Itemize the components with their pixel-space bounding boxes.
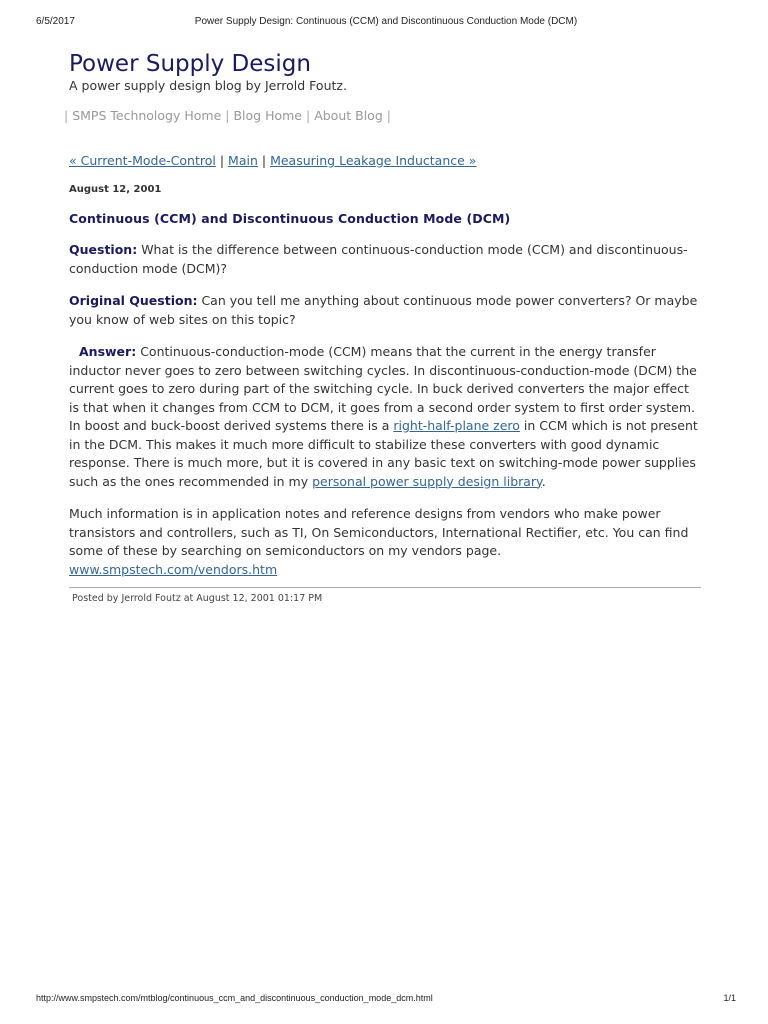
nav-separator: | [225,108,230,123]
right-half-plane-zero-link[interactable]: right-half-plane zero [393,418,520,433]
answer-paragraph [69,343,701,491]
previous-post-link[interactable]: « Current-Mode-Control [69,153,216,168]
original-question-paragraph [69,292,701,329]
answer-label: Answer: [79,344,137,359]
post-navigation [69,153,701,169]
power-supply-library-link[interactable]: personal power supply design library [312,473,542,489]
blog-description: A power supply design blog by Jerrold Foutz. [69,78,347,93]
print-page-title: Power Supply Design: Continuous (CCM) and Discontinuous Conduction Mode (DCM) [194,16,578,27]
nav-blog-home-link[interactable]: Blog Home [233,108,302,123]
print-footer [36,993,736,1007]
top-navigation [64,108,701,124]
answer-text-part-2: in CCM which is not present in the DCM. This makes it much more difficult to stabilize these converters with good dynamic response. There is much more, but it is covered in any basic text on switching-mode power supplies such as the ones recommended in my [69,418,698,489]
pagenav-separator: | [219,153,225,168]
blog-title[interactable]: Power Supply Design [69,51,311,77]
answer-text-part-3: . [541,473,546,489]
main-link[interactable]: Main [228,153,258,168]
answer-text-part-1: Continuous-conduction-mode (CCM) means that the current in the energy transfer inductor never goes to zero between switching cycles. In discontinuous-conduction-mode (DCM) the current goes to zero during part of the switching cycle. In buck derived converters the major effect is that when it changes from CCM to DCM, it goes from a second order system to first order system. In boost and buck-boost derived systems there is a [69,344,697,433]
blog-content [64,50,701,606]
posted-divider [69,587,701,588]
vendor-info-text: Much information is in application notes and reference designs from vendors who make power transistors and controllers, such as TI, On Semiconductors, International Rectifier, etc. You can find some of these by searching on semiconductors on my vendors page. [69,506,689,558]
nav-separator: | [386,108,391,123]
vendors-page-link[interactable]: www.smpstech.com/vendors.htm [69,561,278,577]
question-label: Question: [69,242,138,257]
nav-smps-home-link[interactable]: SMPS Technology Home [72,108,222,123]
nav-about-blog-link[interactable]: About Blog [314,108,383,123]
post-date: August 12, 2001 [69,184,162,195]
next-post-link[interactable]: Measuring Leakage Inductance » [270,153,477,168]
question-paragraph [69,241,701,278]
nav-separator: | [64,108,69,123]
print-url: http://www.smpstech.com/mtblog/continuous_ccm_and_discontinuous_conduction_mode_dcm.html [36,993,433,1003]
nav-separator: | [305,108,311,123]
vendor-info-paragraph [69,505,701,579]
question-text: What is the difference between continuous-conduction mode (CCM) and discontinuous-conduction mode (DCM)? [69,242,688,276]
original-question-text: Can you tell me anything about continuous mode power converters? Or maybe you know of web sites on this topic? [69,293,698,327]
print-date: 6/5/2017 [36,16,75,27]
posted-by-line: Posted by Jerrold Foutz at August 12, 2001 01:17 PM [72,593,323,604]
print-header [36,16,736,30]
post-title: Continuous (CCM) and Discontinuous Conduction Mode (DCM) [69,211,511,226]
print-page-number: 1/1 [723,993,736,1003]
pagenav-separator: | [261,153,267,168]
original-question-label: Original Question: [69,293,198,308]
